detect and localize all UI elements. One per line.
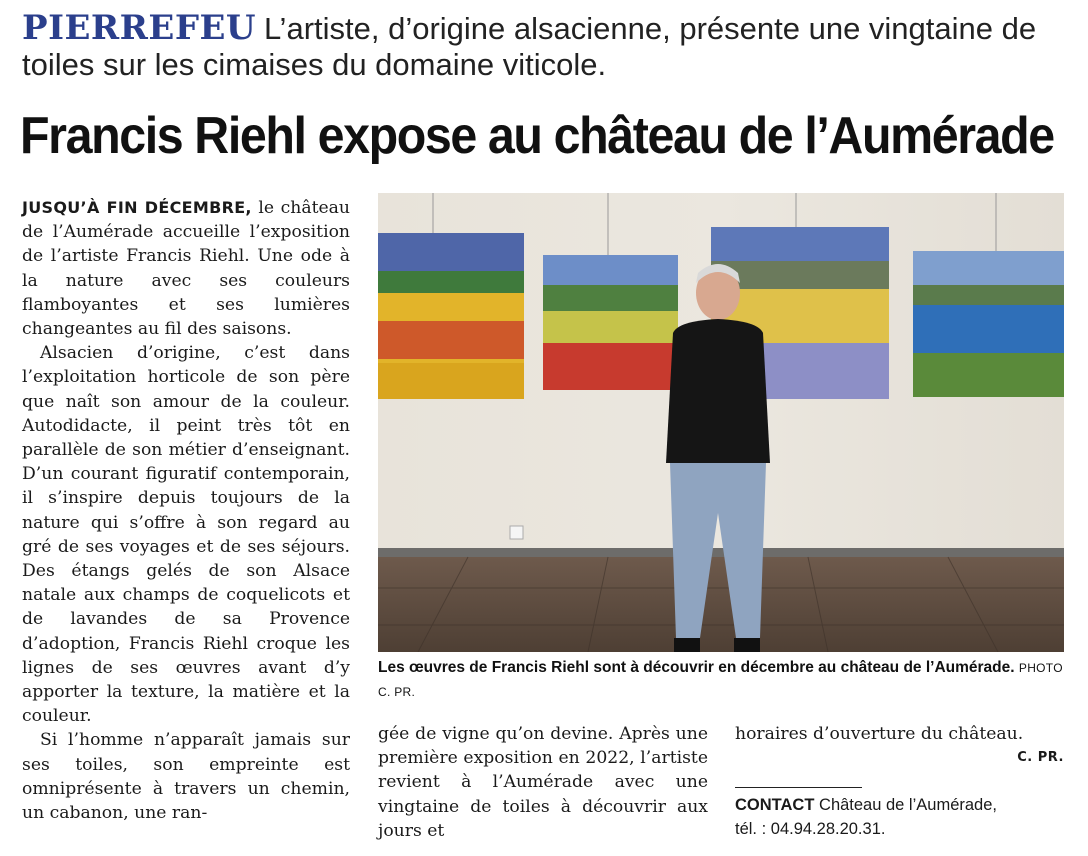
paragraph-5-text: horaires d’ouverture du château. xyxy=(735,724,1024,744)
article-column-1 xyxy=(22,196,350,825)
paragraph-1 xyxy=(22,196,350,341)
painting-2 xyxy=(543,255,678,390)
contact-box xyxy=(735,793,1065,841)
kicker xyxy=(22,10,1072,83)
location-label: PIERREFEU xyxy=(22,8,257,48)
paragraph-5 xyxy=(735,722,1064,766)
paragraph-1-text: le château de l’Aumérade accueille l’exposition de l’artiste Francis Riehl. Une ode à la nature avec ses couleurs flamboyantes et ses lumières changeantes au fil des saisons. xyxy=(22,198,350,340)
paragraph-3: Si l’homme n’apparaît jamais sur ses toiles, son empreinte est omniprésente à travers un chemin, un cabanon, une ran- xyxy=(22,730,350,824)
caption-text: Les œuvres de Francis Riehl sont à découvrir en décembre au château de l’Aumérade. xyxy=(378,659,1015,676)
author-signature: C. PR. xyxy=(1017,750,1064,766)
contact-line-1: Château de l’Aumérade, xyxy=(819,796,997,814)
contact-divider xyxy=(735,787,862,788)
lead-in: JUSQU’À FIN DÉCEMBRE, xyxy=(22,198,252,217)
exhibition-photo xyxy=(378,193,1064,652)
paragraph-2: Alsacien d’origine, c’est dans l’exploitation horticole de son père que naît son amour de la couleur. Autodidacte, il peint très tôt en parallèle de son métier d’enseignant. D’un courant figuratif contemporain, il s’inspire depuis toujours de la nature qui s’offre à son regard au gré de ses voyages et de ses séjours. Des étangs gelés de son Alsace natale aux champs de coquelicots et de lavandes de sa Provence d’adoption, Francis Riehl croque les lignes de ses œuvres avant d’y apporter la texture, la matière et la couleur. xyxy=(22,343,350,727)
photo-credit: PHOTO C. PR. xyxy=(378,661,1063,699)
article-column-2 xyxy=(378,722,708,843)
headline: Francis Riehl expose au château de l’Aumérade xyxy=(20,107,1054,165)
paragraph-4: gée de vigne qu’on devine. Après une première exposition en 2022, l’artiste revient à l’Aumérade avec une vingtaine de toiles à découvrir aux jours et xyxy=(378,724,708,841)
contact-label: CONTACT xyxy=(735,796,815,814)
painting-1 xyxy=(378,233,524,399)
photo-caption xyxy=(378,656,1068,704)
contact-line-2: tél. : 04.94.28.20.31. xyxy=(735,820,886,838)
article-column-3 xyxy=(735,722,1064,770)
kicker-text: L’artiste, d’origine alsacienne, présente une vingtaine de toiles sur les cimaises du domaine viticole. xyxy=(22,11,1037,82)
painting-4 xyxy=(913,251,1064,397)
